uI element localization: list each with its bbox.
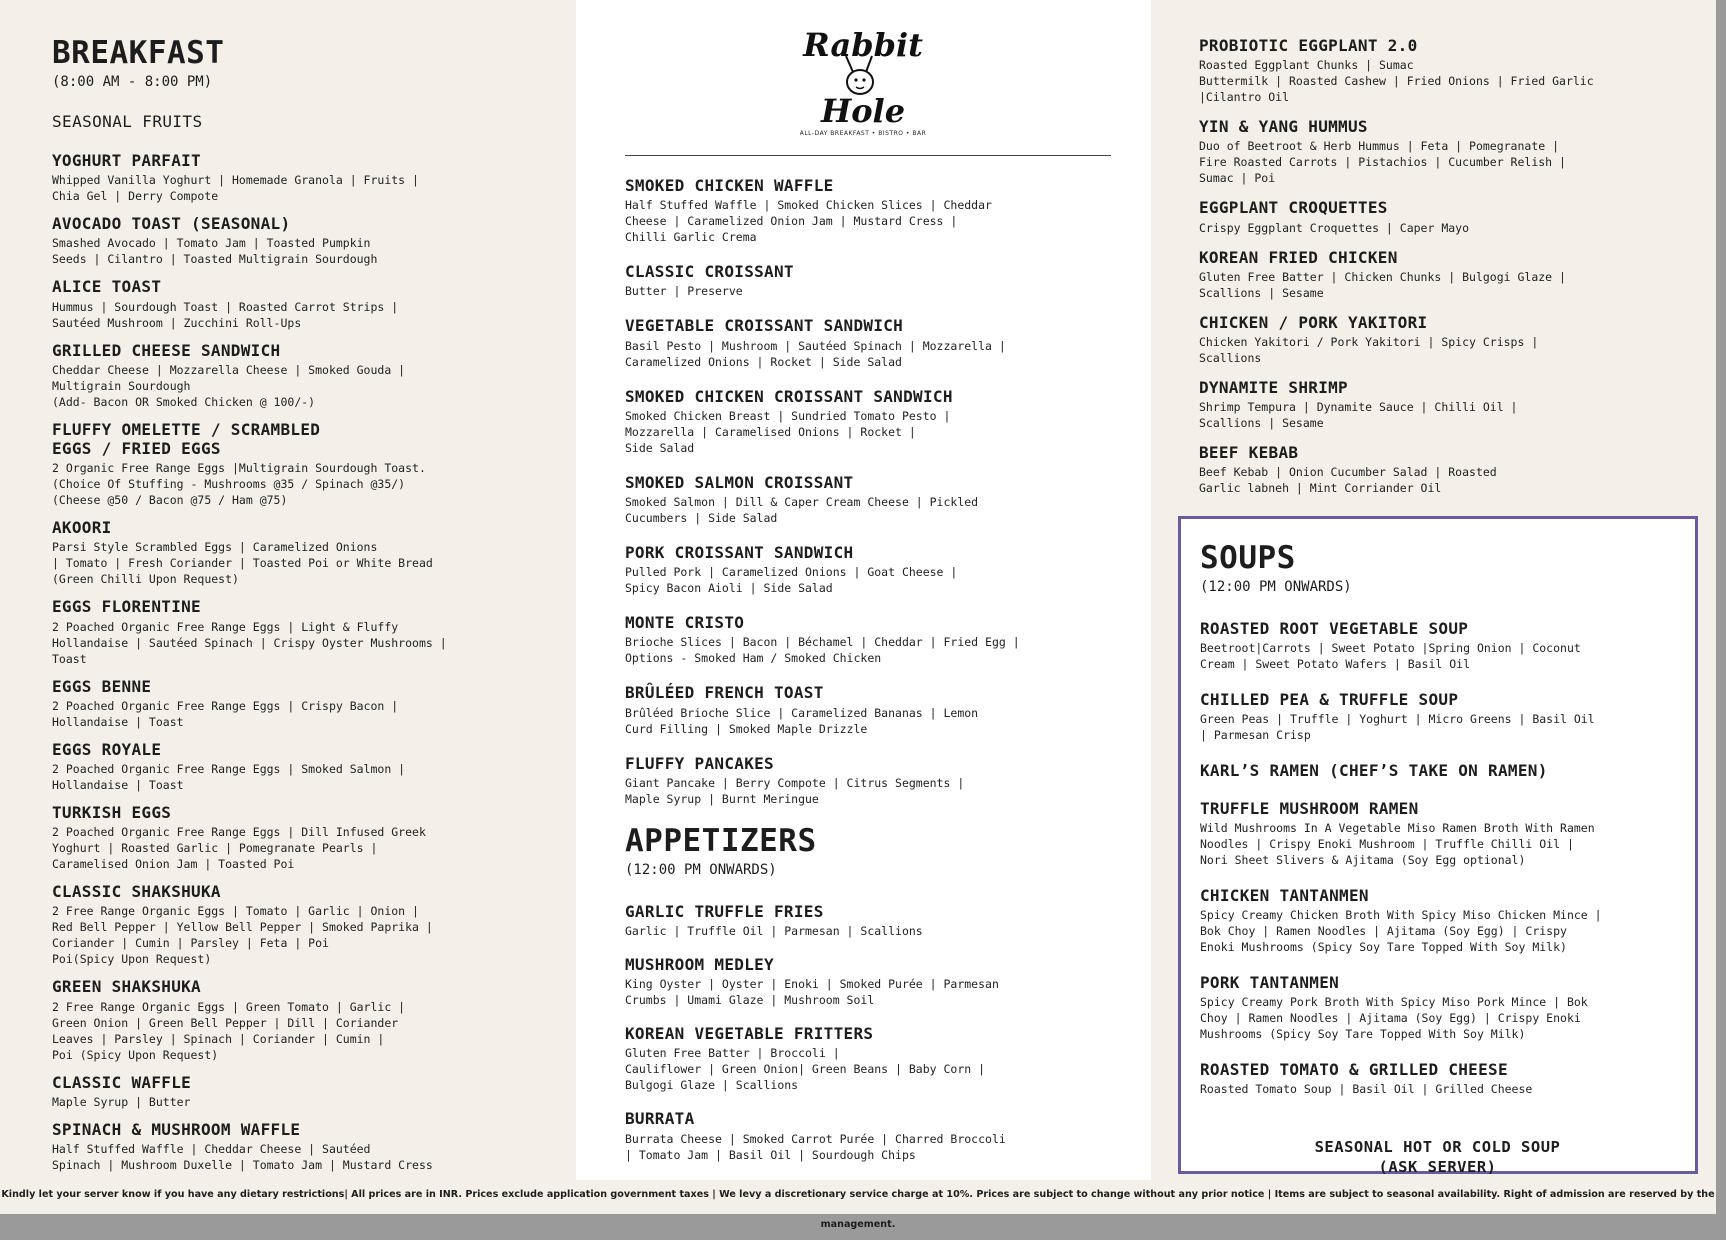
right-items — [1199, 36, 1694, 496]
menu-item-name: SMOKED CHICKEN WAFFLE — [625, 176, 834, 195]
menu-item — [625, 176, 1111, 245]
logo-tagline: ALL-DAY BREAKFAST • BISTRO • BAR — [799, 130, 927, 137]
menu-item-description: Smoked Chicken Breast | Sundried Tomato Pesto | Mozzarella | Caramelised Onions | Rocket | Side Salad — [625, 408, 951, 455]
appetizers-hours: (12:00 PM ONWARDS) — [625, 861, 777, 878]
menu-item-name: PORK CROISSANT SANDWICH — [625, 542, 854, 562]
menu-item — [1199, 198, 1694, 235]
menu-item — [52, 677, 546, 730]
menu-item-name: SPINACH & MUSHROOM WAFFLE — [52, 1119, 301, 1139]
menu-item — [1199, 443, 1694, 496]
soups-hours: (12:00 PM ONWARDS) — [1200, 579, 1352, 596]
middle-items — [625, 176, 1111, 807]
menu-item-description: Wild Mushrooms In A Vegetable Miso Ramen Broth With Ramen Noodles | Crispy Enoki Mushroom | Truffle Chilli Oil | Nori Sheet Slivers & Ajitama (Soy Egg optional) — [1200, 820, 1595, 867]
menu-item-description: Maple Syrup | Butter — [52, 1094, 191, 1109]
seasonal-fruits: SEASONAL FRUITS — [52, 112, 203, 132]
menu-item-name: EGGS ROYALE — [52, 739, 162, 759]
menu-item — [52, 1120, 546, 1173]
menu-item — [625, 1024, 1111, 1093]
breakfast-column — [0, 0, 576, 1180]
menu-item — [625, 473, 1111, 526]
menu-item-description: 2 Organic Free Range Eggs |Multigrain Sourdough Toast. (Choice Of Stuffing - Mushrooms @35 / Spinach @35/) (Cheese @50 / Bacon @75 / Ham @75) — [52, 461, 426, 508]
menu-item-description: Half Stuffed Waffle | Smoked Chicken Slices | Cheddar Cheese | Caramelized Onion Jam | Mustard Cress | Chilli Garlic Crema — [625, 198, 992, 245]
breakfast-items — [52, 151, 546, 1173]
menu-item-description: Half Stuffed Waffle | Cheddar Cheese | Sautéed Spinach | Mushroom Duxelle | Tomato Jam | Mustard Cress — [52, 1141, 433, 1172]
menu-item-name: EGGPLANT CROQUETTES — [1199, 198, 1388, 218]
menu-item-description: 2 Free Range Organic Eggs | Tomato | Garlic | Onion | Red Bell Pepper | Yellow Bell Pepper | Smoked Paprika | Coriander | Cumin | Parsley | Feta | Poi Poi(Spicy Upon Request) — [52, 904, 433, 967]
menu-item-description: Beetroot|Carrots | Sweet Potato |Spring Onion | Coconut Cream | Sweet Potato Wafers | Basil Oil — [1200, 641, 1581, 672]
menu-item — [625, 1109, 1111, 1162]
menu-item-name: CHICKEN / PORK YAKITORI — [1199, 312, 1428, 332]
menu-item-name: BURRATA — [625, 1109, 695, 1129]
menu-item-description: Hummus | Sourdough Toast | Roasted Carrot Strips | Sautéed Mushroom | Zucchini Roll-Ups — [52, 299, 399, 330]
menu-item-name: VEGETABLE CROISSANT SANDWICH — [625, 316, 904, 336]
menu-item — [625, 754, 1111, 807]
appetizers-title: APPETIZERS — [625, 822, 817, 859]
breakfast-hours: (8:00 AM - 8:00 PM) — [52, 74, 213, 91]
soups-title: SOUPS — [1200, 540, 1296, 576]
menu-item — [1200, 973, 1675, 1042]
menu-item-name: CLASSIC CROISSANT — [625, 262, 794, 282]
menu-item-description: Brûléed Brioche Slice | Caramelized Bananas | Lemon Curd Filling | Smoked Maple Drizzle — [625, 705, 979, 736]
menu-item-name: KOREAN VEGETABLE FRITTERS — [625, 1024, 874, 1044]
menu-item-name: EGGS BENNE — [52, 676, 152, 696]
soup-items — [1200, 619, 1675, 1097]
menu-item-description: Butter | Preserve — [625, 284, 743, 299]
menu-item-description: Gluten Free Batter | Broccoli | Cauliflower | Green Onion| Green Beans | Baby Corn | Bulgogi Glaze | Scallions — [625, 1046, 986, 1093]
menu-item-description: Shrimp Tempura | Dynamite Sauce | Chilli Oil | Scallions | Sesame — [1199, 400, 1518, 431]
menu-item-name: EGGS FLORENTINE — [52, 597, 201, 617]
menu-item — [1199, 378, 1694, 431]
menu-item-name: SMOKED CHICKEN CROISSANT SANDWICH — [625, 386, 953, 406]
menu-item-description: Cheddar Cheese | Mozzarella Cheese | Smoked Gouda | Multigrain Sourdough — [52, 362, 406, 393]
menu-item — [625, 543, 1111, 596]
menu-item-name: PORK TANTANMEN — [1200, 973, 1340, 993]
menu-item-name: MUSHROOM MEDLEY — [625, 954, 774, 974]
menu-item-description: 2 Free Range Organic Eggs | Green Tomato | Garlic | Green Onion | Green Bell Pepper | Dill | Coriander Leaves | Parsley | Spinach | Coriander | Cumin | Poi (Spicy Upon Request) — [52, 999, 406, 1062]
rabbit-logo-icon — [798, 20, 928, 128]
menu-item-name: GRILLED CHEESE SANDWICH — [52, 340, 281, 360]
menu-item-description: Garlic | Truffle Oil | Parmesan | Scallions — [625, 923, 923, 938]
menu-item — [625, 316, 1111, 369]
menu-item — [52, 214, 546, 267]
menu-item-description: 2 Poached Organic Free Range Eggs | Crispy Bacon | Hollandaise | Toast — [52, 698, 399, 729]
menu-item — [1200, 799, 1675, 868]
menu-item-name: BEEF KEBAB — [1199, 443, 1299, 463]
menu-item — [52, 151, 546, 204]
soups-box — [1178, 516, 1698, 1177]
footer-disclaimer: Kindly let your server know if you have any dietary restrictions| All prices are in INR. Prices exclude application government taxes | We levy a discretionary service charge at 10%. Prices are subject to change without any prior notice | Items are subject to seasonal availability. Right of admission are reserved by the management. — [1, 1189, 1715, 1230]
menu-item-name: GREEN SHAKSHUKA — [52, 977, 201, 997]
menu-item — [1199, 248, 1694, 301]
menu-item-name: GARLIC TRUFFLE FRIES — [625, 901, 824, 921]
menu-item-note: (Add- Bacon OR Smoked Chicken @ 100/-) — [52, 394, 316, 409]
menu-item-name: TURKISH EGGS — [52, 802, 172, 822]
menu-item — [1199, 36, 1694, 105]
menu-item-description: Parsi Style Scrambled Eggs | Caramelized Onions | Tomato | Fresh Coriander | Toasted Poi or White Bread (Green Chilli Upon Request) — [52, 540, 433, 587]
menu-item — [52, 341, 546, 410]
menu-item-description: Crispy Eggplant Croquettes | Caper Mayo — [1199, 220, 1470, 235]
menu-item-name: PROBIOTIC EGGPLANT 2.0 — [1199, 36, 1418, 55]
menu-item — [52, 740, 546, 793]
menu-item-name: KARL’S RAMEN (CHEF’S TAKE ON RAMEN) — [1200, 761, 1548, 781]
menu-item-name: SMOKED SALMON CROISSANT — [625, 472, 854, 492]
menu-item-description: 2 Poached Organic Free Range Eggs | Smoked Salmon | Hollandaise | Toast — [52, 761, 406, 792]
menu-item-description: Duo of Beetroot & Herb Hummus | Feta | Pomegranate | Fire Roasted Carrots | Pistachios | Cucumber Relish | Sumac | Poi — [1199, 139, 1566, 186]
menu-item-description: 2 Poached Organic Free Range Eggs | Dill Infused Greek Yoghurt | Roasted Garlic | Pomegranate Pearls | Caramelised Onion Jam | Toasted Poi — [52, 825, 426, 872]
menu-item-description: Gluten Free Batter | Chicken Chunks | Bulgogi Glaze | Scallions | Sesame — [1199, 269, 1566, 300]
menu-item — [1200, 619, 1675, 672]
breakfast-title: BREAKFAST — [52, 35, 225, 71]
appetizer-items — [625, 902, 1111, 1163]
menu-item-name: CHICKEN TANTANMEN — [1200, 885, 1369, 905]
menu-item-description: Beef Kebab | Onion Cucumber Salad | Roasted Garlic labneh | Mint Corriander Oil — [1199, 465, 1497, 496]
menu-item-description: Brioche Slices | Bacon | Béchamel | Cheddar | Fried Egg | Options - Smoked Ham / Smoked Chicken — [625, 635, 1020, 666]
menu-item — [52, 420, 546, 508]
menu-item-name: CLASSIC WAFFLE — [52, 1072, 192, 1092]
menu-item-description: Giant Pancake | Berry Compote | Citrus Segments | Maple Syrup | Burnt Meringue — [625, 775, 965, 806]
menu-item — [1199, 117, 1694, 186]
logo-divider — [625, 155, 1111, 156]
menu-item — [1200, 761, 1675, 780]
middle-column — [576, 0, 1151, 1180]
menu-item-description: Whipped Vanilla Yoghurt | Homemade Granola | Fruits | Chia Gel | Derry Compote — [52, 173, 419, 204]
menu-item-description: King Oyster | Oyster | Enoki | Smoked Purée | Parmesan Crumbs | Umami Glaze | Mushroom Soil — [625, 977, 999, 1008]
menu-item-name: FLUFFY PANCAKES — [625, 753, 774, 773]
menu-item-description: Smashed Avocado | Tomato Jam | Toasted Pumpkin Seeds | Cilantro | Toasted Multigrain Sourdough — [52, 236, 378, 267]
menu-item-name: DYNAMITE SHRIMP — [1199, 377, 1348, 397]
menu-item-name: YIN & YANG HUMMUS — [1199, 117, 1368, 137]
menu-item-description: Roasted Tomato Soup | Basil Oil | Grilled Cheese — [1200, 1082, 1533, 1097]
menu-item — [1200, 886, 1675, 955]
logo-word-rabbit: Rabbit — [803, 26, 923, 64]
menu-item-description: Spicy Creamy Pork Broth With Spicy Miso Pork Mince | Bok Choy | Ramen Noodles | Ajitama (Soy Egg) | Crispy Enoki Mushrooms (Spicy Soy Tare Topped With Soy Milk) — [1200, 995, 1588, 1042]
menu-item — [52, 977, 546, 1062]
menu-item — [52, 1073, 546, 1110]
menu-item-name: TRUFFLE MUSHROOM RAMEN — [1200, 798, 1419, 818]
menu-item-description: Smoked Salmon | Dill & Caper Cream Cheese | Pickled Cucumbers | Side Salad — [625, 494, 979, 525]
menu-item — [625, 955, 1111, 1008]
menu-item-description: Roasted Eggplant Chunks | Sumac Buttermilk | Roasted Cashew | Fried Onions | Fried Garlic |Cilantro Oil — [1199, 58, 1594, 105]
menu-item-description: Spicy Creamy Chicken Broth With Spicy Miso Chicken Mince | Bok Choy | Ramen Noodles | Ajitama (Soy Egg) | Crispy Enoki Mushrooms (Spicy Soy Tare Topped With Soy Milk) — [1200, 908, 1602, 955]
menu-item-name: MONTE CRISTO — [625, 613, 745, 633]
menu-item-description: Basil Pesto | Mushroom | Sautéed Spinach | Mozzarella | Caramelized Onions | Rocket | Side Salad — [625, 338, 1006, 369]
menu-item — [625, 902, 1111, 939]
menu-item — [52, 803, 546, 872]
menu-item-name: ROASTED TOMATO & GRILLED CHEESE — [1200, 1060, 1508, 1080]
logo-word-hole: Hole — [820, 92, 906, 128]
menu-item-name: BRÛLÉED FRENCH TOAST — [625, 683, 824, 703]
menu-item-name: ROASTED ROOT VEGETABLE SOUP — [1200, 619, 1469, 639]
menu-item-description: 2 Poached Organic Free Range Eggs | Light & Fluffy Hollandaise | Sautéed Spinach | Crispy Oyster Mushrooms | Toast — [52, 619, 447, 666]
menu-item-name: CLASSIC SHAKSHUKA — [52, 882, 221, 902]
menu-item-name: KOREAN FRIED CHICKEN — [1199, 247, 1398, 267]
menu-item-description: Pulled Pork | Caramelized Onions | Goat Cheese | Spicy Bacon Aioli | Side Salad — [625, 565, 958, 596]
menu-item-name: YOGHURT PARFAIT — [52, 151, 201, 171]
menu-item — [1200, 690, 1675, 743]
menu-item — [625, 262, 1111, 299]
menu-item — [625, 683, 1111, 736]
menu-item-description: Burrata Cheese | Smoked Carrot Purée | Charred Broccoli | Tomato Jam | Basil Oil | Sourdough Chips — [625, 1131, 1006, 1162]
menu-item — [625, 613, 1111, 666]
menu-item-name: FLUFFY OMELETTE / SCRAMBLED EGGS / FRIED EGGS — [52, 419, 321, 459]
menu-item — [625, 387, 1111, 456]
menu-item — [52, 882, 546, 967]
menu-item-name: CHILLED PEA & TRUFFLE SOUP — [1200, 690, 1459, 710]
restaurant-logo — [625, 20, 1101, 137]
menu-item-description: Green Peas | Truffle | Yoghurt | Micro Greens | Basil Oil | Parmesan Crisp — [1200, 712, 1595, 743]
menu-item-description: Chicken Yakitori / Pork Yakitori | Spicy Crisps | Scallions — [1199, 334, 1539, 365]
menu-item-name: ALICE TOAST — [52, 277, 162, 297]
menu-item — [52, 518, 546, 587]
menu-item — [1199, 313, 1694, 366]
menu-item — [52, 597, 546, 666]
menu-item-name: AKOORI — [52, 518, 112, 538]
menu-item — [52, 277, 546, 330]
menu-item — [1200, 1060, 1675, 1097]
menu-item-name: AVOCADO TOAST (SEASONAL) — [52, 214, 291, 234]
seasonal-soup: SEASONAL HOT OR COLD SOUP (ASK SERVER) — [1314, 1138, 1561, 1177]
